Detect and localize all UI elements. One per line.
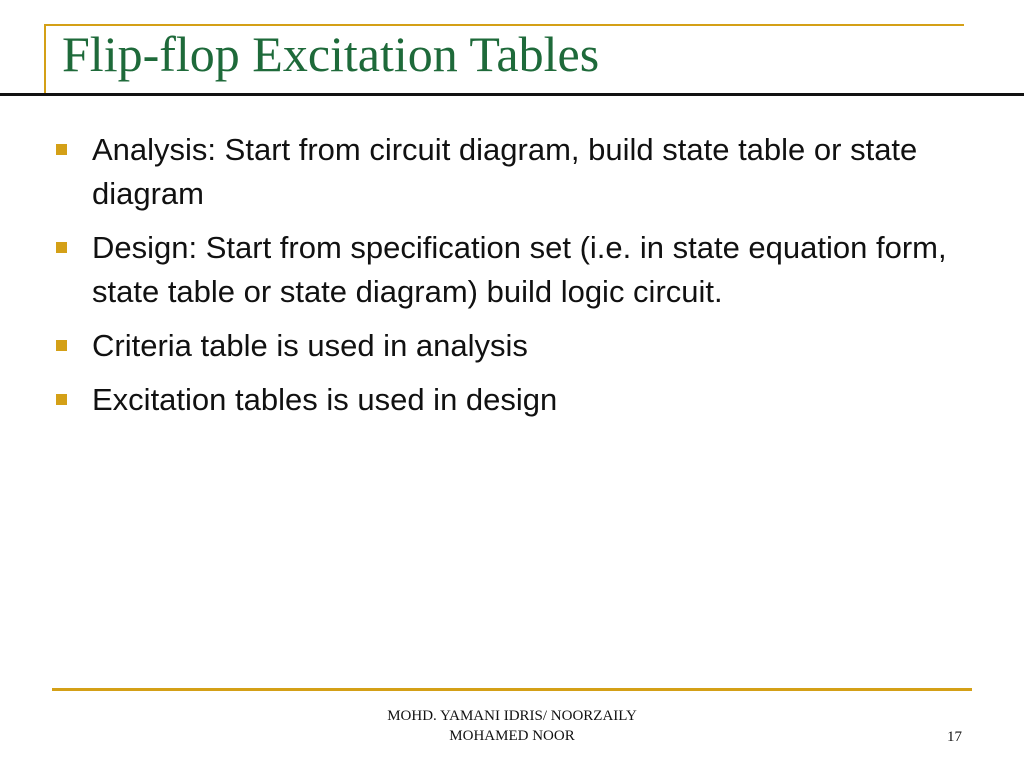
- bullet-item: [56, 226, 956, 314]
- bullet-text: Analysis: Start from circuit diagram, build state table or state diagram: [92, 132, 918, 211]
- page-number: 17: [947, 729, 962, 745]
- bullet-list: [56, 128, 956, 432]
- bullet-item: [56, 378, 956, 422]
- footer-author-line-1: MOHD. YAMANI IDRIS/ NOORZAILY: [387, 708, 637, 724]
- square-bullet-icon: [56, 242, 67, 253]
- bullet-text: Criteria table is used in analysis: [92, 328, 528, 363]
- bullet-text: Design: Start from specification set (i.e. in state equation form, state table or state diagram) build logic circuit.: [92, 230, 947, 309]
- title-accent-line-left: [44, 24, 46, 94]
- bullet-item: [56, 128, 956, 216]
- title-divider: [0, 93, 1024, 96]
- slide-title: Flip-flop Excitation Tables: [62, 26, 600, 82]
- bullet-text: Excitation tables is used in design: [92, 382, 558, 417]
- square-bullet-icon: [56, 340, 67, 351]
- bullet-item: [56, 324, 956, 368]
- footer-divider: [52, 688, 972, 691]
- footer-author-line-2: MOHAMED NOOR: [449, 728, 575, 744]
- square-bullet-icon: [56, 144, 67, 155]
- footer-author: [312, 706, 712, 746]
- square-bullet-icon: [56, 394, 67, 405]
